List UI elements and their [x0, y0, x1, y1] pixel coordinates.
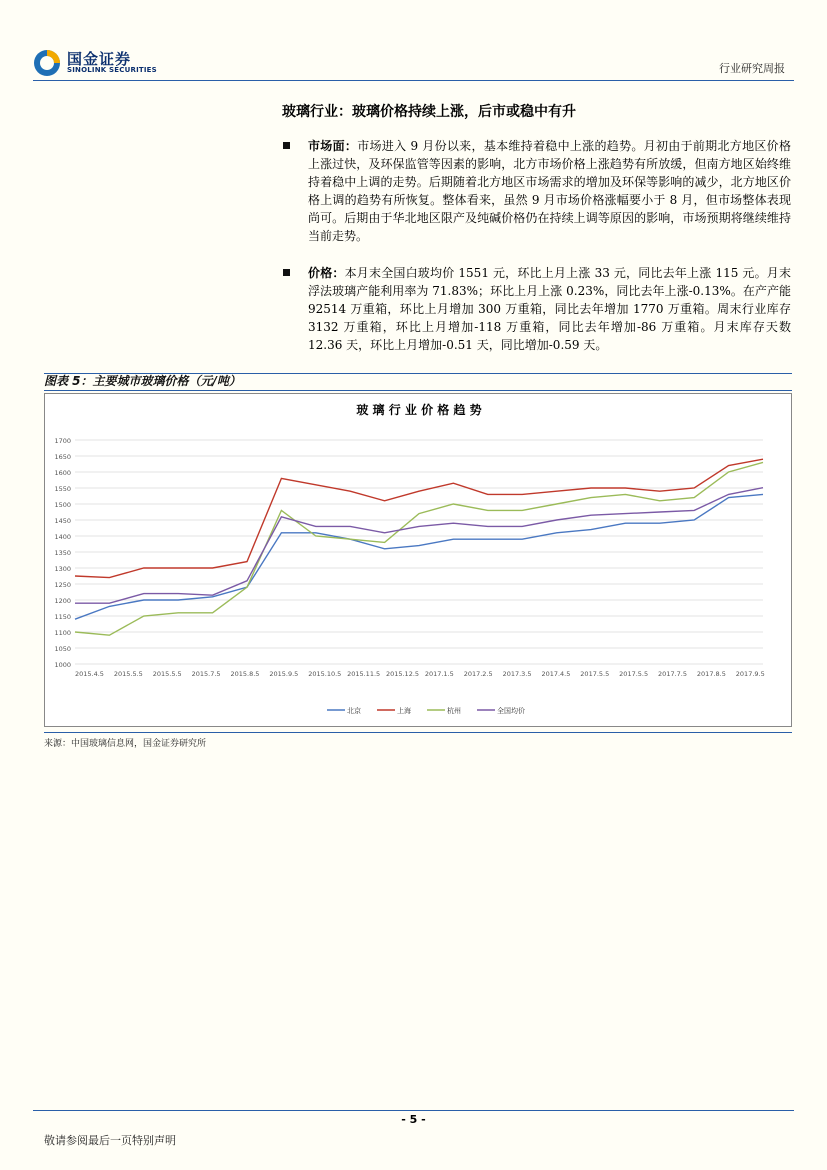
- x-tick-label: 2015.8.5: [230, 670, 260, 678]
- y-tick-label: 1450: [54, 517, 71, 525]
- legend-label: 北京: [347, 707, 361, 715]
- legend-label: 全国均价: [497, 707, 525, 715]
- y-tick-label: 1550: [54, 485, 71, 493]
- y-tick-label: 1000: [54, 661, 71, 669]
- bullet-text: 市场进入 9 月份以来，基本维持着稳中上涨的趋势。月初由于前期北方地区价格上涨过快，及环保监管等因素的影响，北方市场价格上涨趋势有所放缓，但南方地区始终维持着稳中上调的走势。后期随着北方地区市场需求的增加及环保等影响的减少，北方地区价格上调的趋势有所恢复。整体看来，虽然 9 月市场价格涨幅要小于 8 月，但市场整体表现尚可。后期由于华北地区限产及纯碱价格仍在持续上调等原因的影响，市场预期将继续维持当前走势。: [308, 139, 791, 243]
- x-tick-label: 2017.2.5: [463, 670, 493, 678]
- report-type: 行业研究周报: [719, 62, 785, 75]
- y-tick-label: 1400: [54, 533, 71, 541]
- x-tick-label: 2015.7.5: [191, 670, 221, 678]
- x-tick-label: 2017.5.5: [580, 670, 610, 678]
- series-line: [75, 459, 763, 577]
- series-line: [75, 462, 763, 635]
- footer-divider: [33, 1110, 794, 1111]
- bullet-body: [308, 264, 791, 354]
- bullet-lead: 市场面：: [308, 139, 358, 153]
- y-tick-label: 1650: [54, 453, 71, 461]
- x-tick-label: 2015.5.5: [113, 670, 143, 678]
- chart-title: 玻 璃 行 业 价 格 趋 势: [356, 403, 482, 417]
- y-tick-label: 1150: [54, 613, 71, 621]
- figure-bottom-rule: [44, 732, 792, 733]
- logo-text-en: SINOLINK SECURITIES: [67, 66, 157, 74]
- legend-label: 上海: [397, 707, 411, 715]
- x-tick-label: 2015.4.5: [75, 670, 104, 678]
- y-tick-label: 1100: [54, 629, 71, 637]
- y-tick-label: 1300: [54, 565, 71, 573]
- y-tick-label: 1600: [54, 469, 71, 477]
- x-tick-label: 2017.3.5: [502, 670, 532, 678]
- section-title: 玻璃行业：玻璃价格持续上涨，后市或稳中有升: [282, 104, 576, 120]
- bullet-price: [287, 264, 791, 354]
- bullet-text: 本月末全国白玻均价 1551 元，环比上月上涨 33 元，同比去年上涨 115 元。月末浮法玻璃产能利用率为 71.83%；环比上月上涨 0.23%，同比去年上涨-0.13%。在产产能 92514 万重箱，环比上月增加 300 万重箱，同比去年增加 1770 万重箱。周末行业库存 3132 万重箱，环比上月增加-118 万重箱，同比去年增加-86 万重箱。月末库存天数 12.36 天，环比上月增加-0.51 天，同比增加-0.59 天。: [308, 266, 791, 352]
- bullet-body: [308, 137, 791, 245]
- x-tick-label: 2015.12.5: [385, 670, 420, 678]
- price-trend-chart: [45, 394, 791, 726]
- bullet-market: [287, 137, 791, 245]
- bullet-lead: 价格：: [308, 266, 345, 280]
- figure-caption-rule: [44, 390, 792, 391]
- figure-source: 来源：中国玻璃信息网，国金证券研究所: [44, 739, 207, 749]
- x-tick-label: 2015.5.5: [152, 670, 182, 678]
- x-tick-label: 2017.5.5: [619, 670, 649, 678]
- legend-label: 杭州: [447, 707, 461, 715]
- company-logo: [33, 47, 163, 79]
- y-tick-label: 1700: [54, 437, 71, 445]
- bullet-square-icon: [283, 269, 290, 276]
- y-tick-label: 1350: [54, 549, 71, 557]
- x-tick-label: 2015.9.5: [269, 670, 299, 678]
- bullet-square-icon: [283, 142, 290, 149]
- x-tick-label: 2017.7.5: [658, 670, 688, 678]
- page-number: - 5 -: [401, 1113, 426, 1126]
- header-divider: [33, 80, 794, 81]
- chart-container: [44, 393, 792, 727]
- y-tick-label: 1250: [54, 581, 71, 589]
- y-tick-label: 1500: [54, 501, 71, 509]
- x-tick-label: 2017.1.5: [424, 670, 454, 678]
- y-tick-label: 1050: [54, 645, 71, 653]
- logo-mark-icon: [33, 49, 61, 77]
- x-tick-label: 2015.11.5: [347, 670, 381, 678]
- x-tick-label: 2017.8.5: [696, 670, 726, 678]
- y-tick-label: 1200: [54, 597, 71, 605]
- x-tick-label: 2017.4.5: [541, 670, 571, 678]
- x-tick-label: 2017.9.5: [735, 670, 765, 678]
- figure-caption: 图表 5：主要城市玻璃价格（元/吨）: [44, 374, 241, 388]
- logo-text-cn: 国金证券: [67, 50, 132, 68]
- x-tick-label: 2015.10.5: [308, 670, 342, 678]
- disclaimer: 敬请参阅最后一页特别声明: [44, 1134, 176, 1147]
